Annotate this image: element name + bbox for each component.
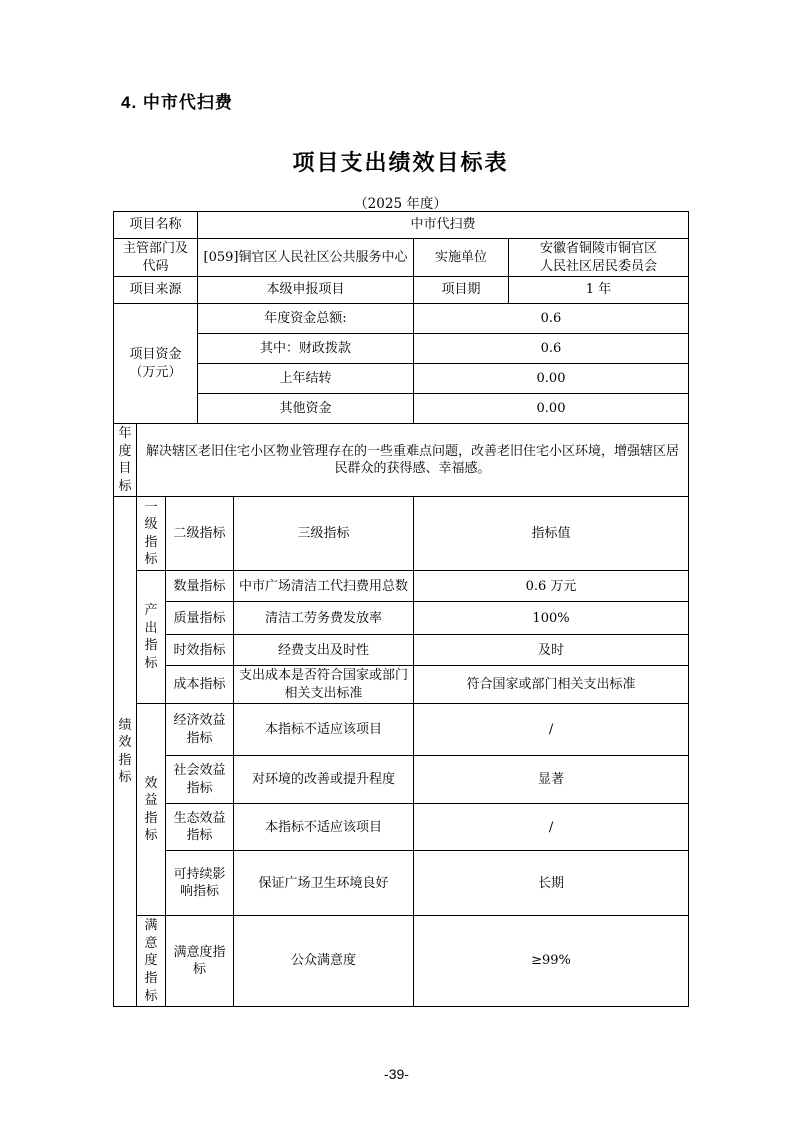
dept-value: [059]铜官区人民社区公共服务中心 [198,239,414,277]
indicator-level2: 数量指标 [166,571,234,602]
dept-label: 主管部门及代码 [114,239,198,277]
indicator-level2: 质量指标 [166,602,234,635]
row-project-name [114,212,689,239]
indicator-level2: 满意度指标 [166,916,234,1007]
funding-total-value: 0.6 [414,304,689,334]
funding-fiscal-label: 其中：财政拨款 [198,334,414,364]
indicator-level3: 清洁工劳务费发放率 [234,602,414,635]
indicator-level3: 经费支出及时性 [234,635,414,666]
output-group-label: 产出指标 [137,571,166,704]
indicator-level3: 公众满意度 [234,916,414,1007]
source-value: 本级申报项目 [198,277,414,304]
project-name-label: 项目名称 [114,212,198,239]
source-label: 项目来源 [114,277,198,304]
indicator-level2: 社会效益指标 [166,756,234,804]
funding-label-line2: （万元） [129,364,182,380]
indicator-level3: 对环境的改善或提升程度 [234,756,414,804]
annual-goal-text: 解决辖区老旧住宅小区物业管理存在的一些重难点问题，改善老旧住宅小区环境，增强辖区居民群众的获得感、幸福感。 [137,424,689,497]
funding-total-label: 年度资金总额: [198,304,414,334]
funding-label [114,304,198,424]
indicator-value: 100% [414,602,689,635]
indicator-row-quality [114,602,689,635]
section-heading: 4. 中市代扫费 [121,93,233,112]
row-indicator-header [114,497,689,571]
row-funding-other [114,394,689,424]
header-level3: 三级指标 [234,497,414,571]
page-title: 项目支出绩效目标表 [292,150,509,175]
indicator-level3: 本指标不适应该项目 [234,704,414,756]
row-funding-total [114,304,689,334]
indicator-level2: 生态效益指标 [166,804,234,851]
performance-target-table [113,211,689,1007]
indicator-row-quantity [114,571,689,602]
funding-label-line1: 项目资金 [129,347,182,363]
impl-unit-value [509,239,689,277]
funding-other-label: 其他资金 [198,394,414,424]
indicator-value: ≥99% [414,916,689,1007]
indicator-row-economic [114,704,689,756]
indicator-row-timeliness [114,635,689,666]
project-name-value: 中市代扫费 [198,212,689,239]
indicator-row-social [114,756,689,804]
funding-carryover-value: 0.00 [414,364,689,394]
benefit-group-label: 效益指标 [137,704,166,916]
indicator-row-cost [114,666,689,704]
annual-goal-label: 年度目标 [114,424,137,497]
page-number: -39- [384,1066,409,1082]
row-funding-carryover [114,364,689,394]
indicator-level3: 本指标不适应该项目 [234,804,414,851]
indicator-level2: 经济效益指标 [166,704,234,756]
funding-carryover-label: 上年结转 [198,364,414,394]
indicator-value: / [414,704,689,756]
period-value: 1 年 [509,277,689,304]
impl-unit-text: 安徽省铜陵市铜官区人民社区居民委员会 [539,241,657,274]
row-funding-fiscal [114,334,689,364]
indicator-row-satisfaction [114,916,689,1007]
header-level2: 二级指标 [166,497,234,571]
funding-fiscal-value: 0.6 [414,334,689,364]
indicator-row-ecological [114,804,689,851]
row-source [114,277,689,304]
indicator-value: / [414,804,689,851]
indicator-level3: 保证广场卫生环境良好 [234,851,414,916]
page-subtitle: （2025 年度） [354,196,447,212]
indicator-value: 显著 [414,756,689,804]
funding-other-value: 0.00 [414,394,689,424]
indicator-level2: 成本指标 [166,666,234,704]
indicator-value: 0.6 万元 [414,571,689,602]
period-label: 项目期 [414,277,509,304]
indicator-value: 及时 [414,635,689,666]
indicator-level2: 时效指标 [166,635,234,666]
indicator-row-sustainability [114,851,689,916]
row-annual-goal [114,424,689,497]
indicator-value: 符合国家或部门相关支出标准 [414,666,689,704]
header-value: 指标值 [414,497,689,571]
satisfaction-group-label: 满意度指标 [137,916,166,1007]
indicators-label: 绩效指标 [114,497,137,1007]
indicator-level3: 支出成本是否符合国家或部门相关支出标准 [234,666,414,704]
row-department [114,239,689,277]
impl-unit-label: 实施单位 [414,239,509,277]
indicator-level3: 中市广场清洁工代扫费用总数 [234,571,414,602]
indicator-level2: 可持续影响指标 [166,851,234,916]
header-level1: 一级指标 [137,497,166,571]
indicator-value: 长期 [414,851,689,916]
